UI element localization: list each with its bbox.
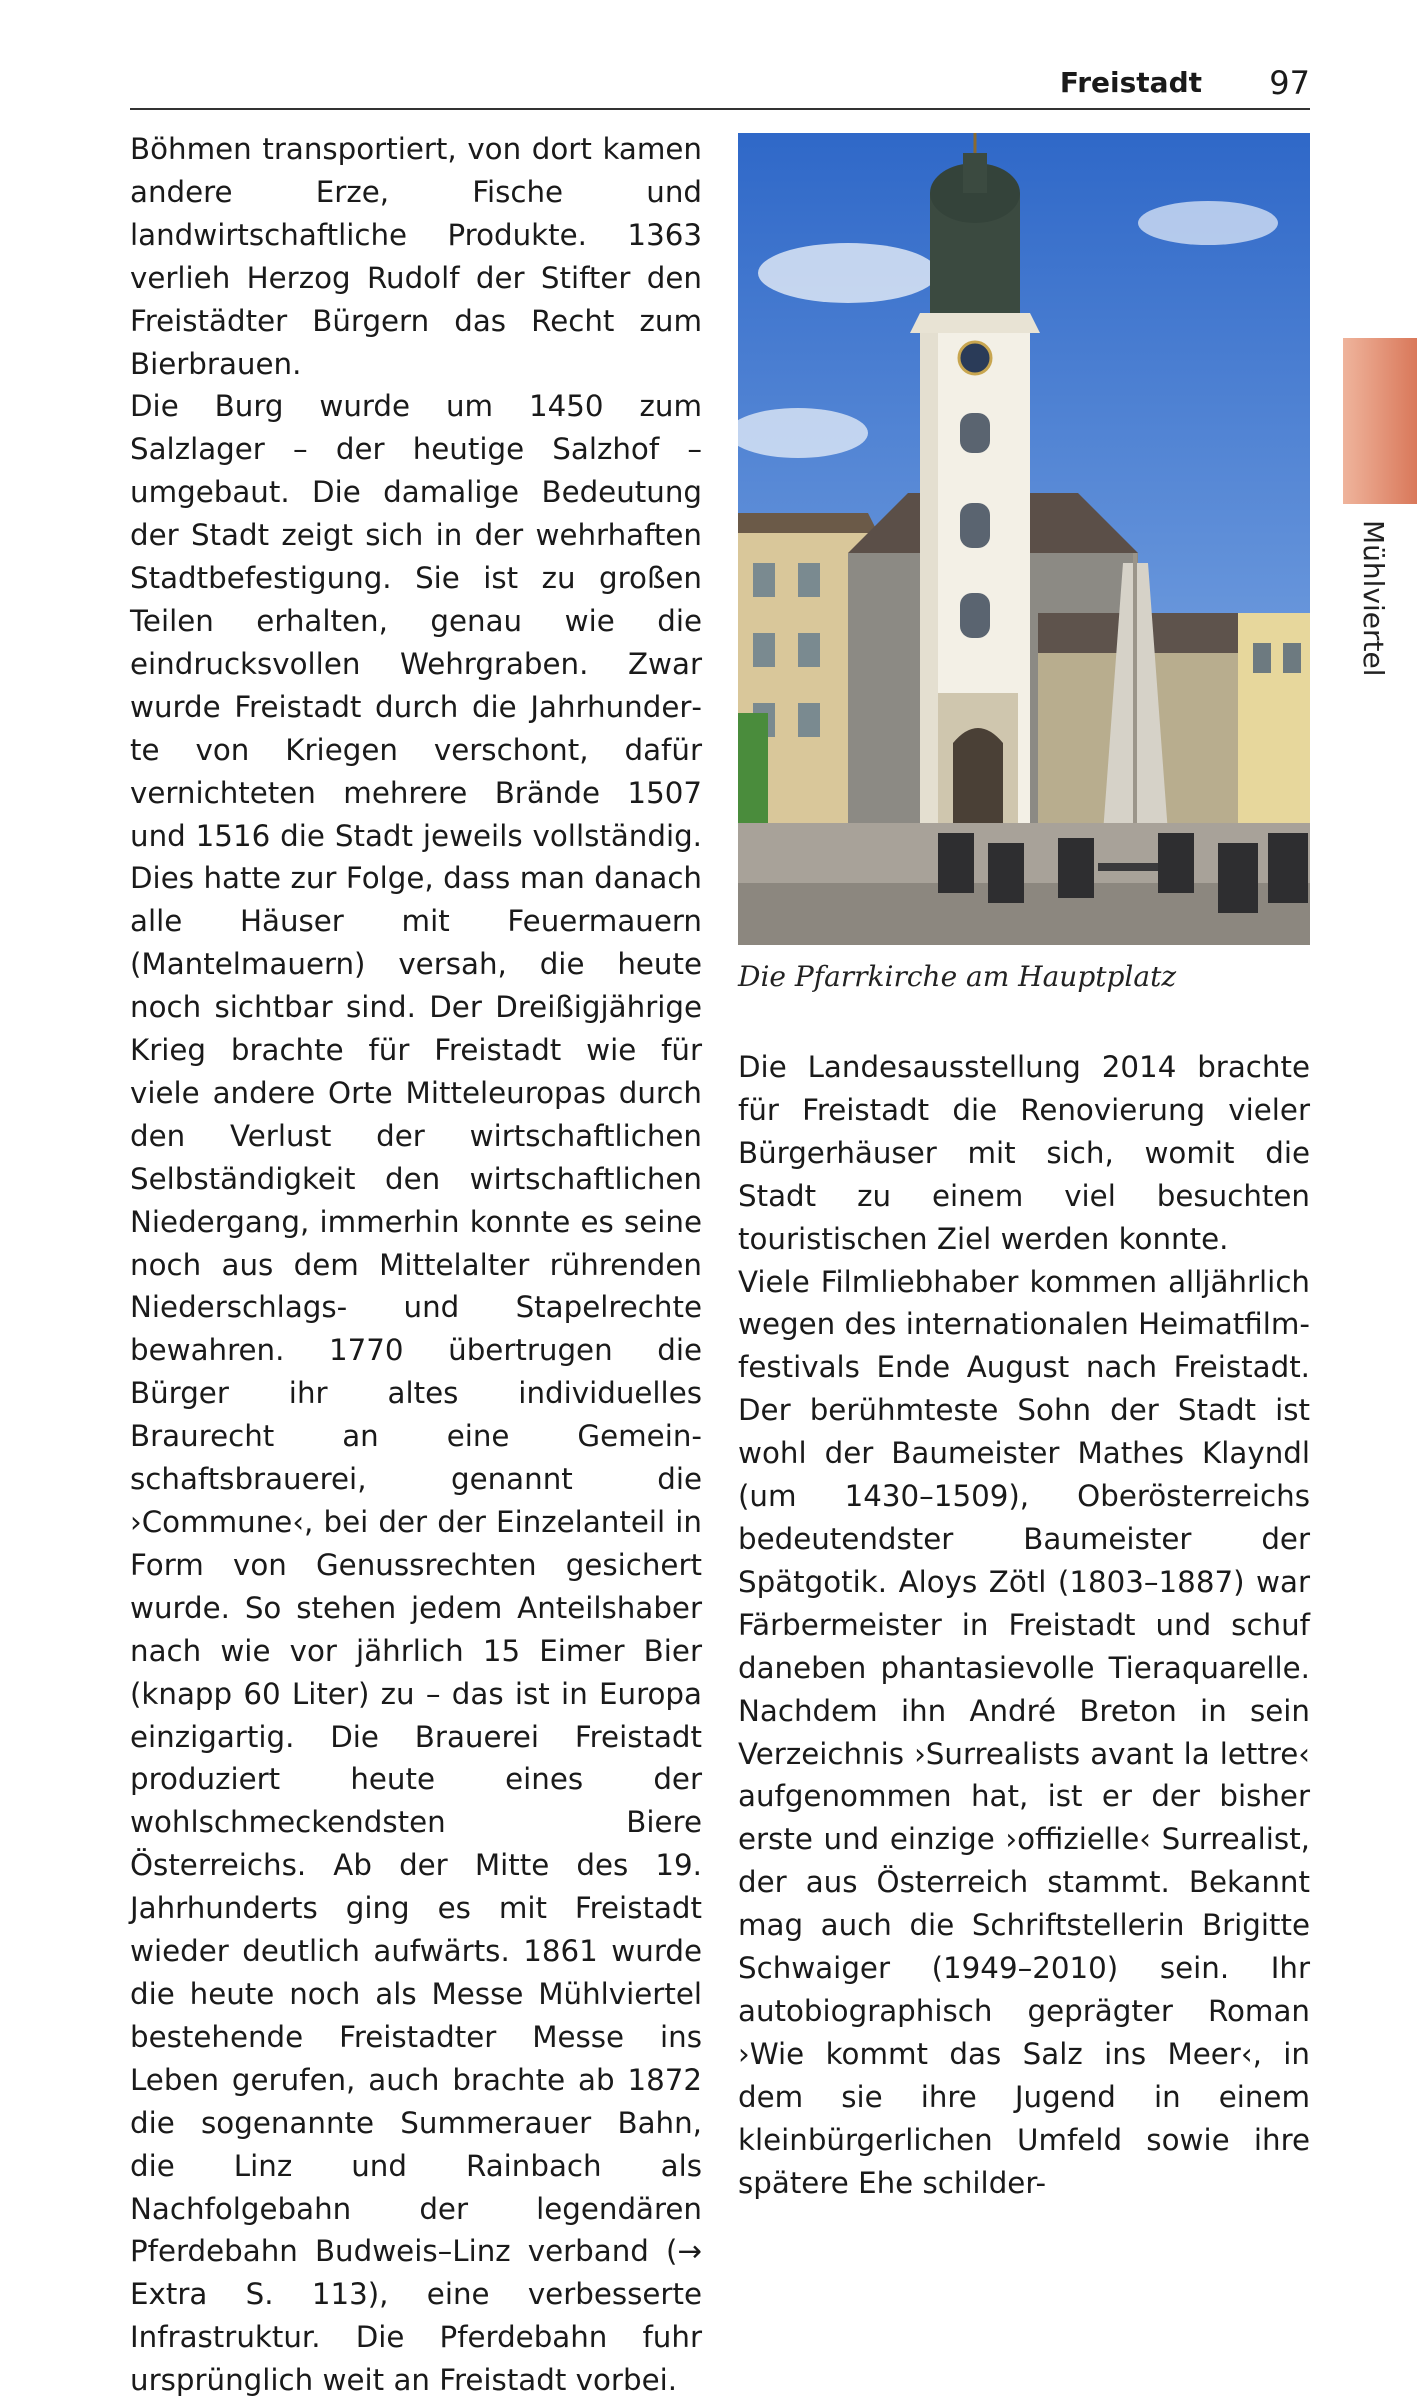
running-header [130, 66, 1310, 110]
left-paragraph-2: Die Burg wurde um 1450 zum Salzlager – der heutige Salzhof – umgebaut. Die damalige Bedeutung der Stadt zeigt sich in der wehrhaften Stadtbefestigung. Sie ist zu großen Teilen erhalten, genau wie die eindrucksvollen Wehrgraben. Zwar wurde Freistadt durch die Jahrhunderte von Kriegen verschont, dafür vernichteten mehrere Brände 1507 und 1516 die Stadt jeweils vollständig. Dies hatte zur Folge, dass man danach alle Häuser mit Feuermauern (Mantelmauern) versah, die heute noch sichtbar sind. Der Dreißigjährige Krieg brachte für Freistadt wie für viele andere Orte Mitteleuropas durch den Verlust der wirtschaftlichen Selbständigkeit den wirtschaftlichen Niedergang, immerhin konnte es seine noch aus dem Mittelalter rührenden Niederschlags- und Stapelrechte bewahren. 1770 übertrugen die Bürger ihr altes individuelles Braurecht an eine Gemeinschaftsbrauerei, genannt die ›Commune‹, bei der der Einzelanteil in Form von Genussrechten gesichert wurde. So stehen jedem Anteilshaber nach wie vor jährlich 15 Eimer Bier (knapp 60 Liter) zu – das ist in Europa einzigartig. Die Brauerei Freistadt produziert heute eines der wohlschmeckendsten Biere Österreichs. Ab der Mitte des 19. Jahrhunderts ging es mit Freistadt wieder deutlich aufwärts. 1861 wurde die heute noch als Messe Mühlviertel bestehende Freistadter Messe ins Leben gerufen, auch brachte ab 1872 die sogenannte Summerauer Bahn, die Linz und Rainbach als Nachfolgebahn der legendären Pferdebahn Budweis–Linz verband (→ Extra S. 113), eine verbesserte Infrastruktur. Die Pferdebahn fuhr ursprünglich weit an Freistadt vorbei. [130, 389, 702, 2398]
church-illustration [738, 133, 1310, 945]
chapter-thumb-tab [1343, 338, 1417, 504]
page-number: 97 [1269, 64, 1310, 102]
chapter-tab-label: Mühlviertel [1357, 520, 1390, 677]
left-paragraph-1: Böhmen transportiert, von dort kamen andere Erze, Fische und landwirtschaftliche Produkte. 1363 verlieh Herzog Rudolf der Stifter den Freistädter Bürgern das Recht zum Bierbrauen. [130, 132, 702, 381]
left-column [130, 128, 702, 2402]
section-title: Freistadt [1059, 66, 1202, 99]
right-paragraph-1: Die Landesausstellung 2014 brachte für Freistadt die Renovierung vieler Bürgerhäuser mit sich, womit die Stadt zu einem viel besuchten touristischen Ziel werden konnte. [738, 1050, 1310, 1256]
right-paragraph-2: Viele Filmliebhaber kommen alljährlich wegen des internationalen Heimatfilmfestivals Ende August nach Freistadt. Der berühmteste Sohn der Stadt ist wohl der Baumeister Mathes Klayndl (um 1430–1509), Oberösterreichs bedeutendster Baumeister der Spätgotik. Aloys Zötl (1803–1887) war Färbermeister in Freistadt und schuf daneben phantasievolle Tieraquarelle. Nachdem ihn André Breton in sein Verzeichnis ›Surrealists avant la lettre‹ aufgenommen hat, ist er der bisher erste und einzige ›offizielle‹ Surrealist, der aus Österreich stammt. Bekannt mag auch die Schriftstellerin Brigitte Schwaiger (1949–2010) sein. Ihr autobiographisch geprägter Roman ›Wie kommt das Salz ins Meer‹, in dem sie ihre Jugend in einem kleinbürgerlichen Umfeld sowie ihre spätere Ehe schilder- [738, 1264, 1310, 2200]
chapter-tab-label-wrap [1350, 520, 1390, 720]
right-column [738, 1046, 1310, 2204]
photo-caption: Die Pfarrkirche am Hauptplatz [738, 960, 1177, 993]
church-photo [738, 133, 1310, 945]
